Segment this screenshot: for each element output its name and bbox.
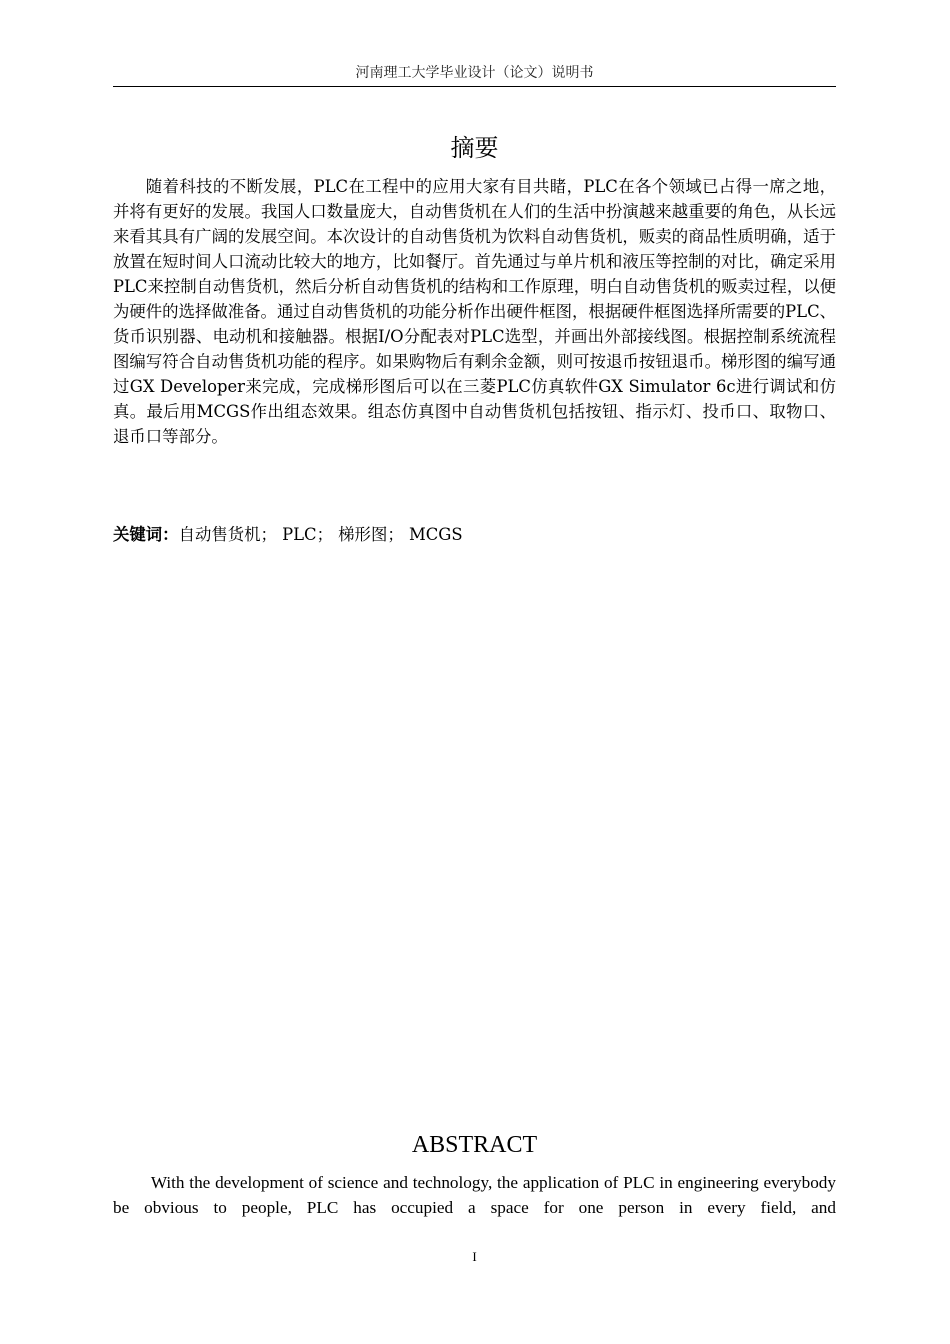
keywords-list: 自动售货机； PLC； 梯形图； MCGS [178,525,463,544]
header-rule [113,86,836,87]
abstract-en-title: ABSTRACT [411,1132,538,1158]
abstract-cn-title: 摘要 [450,134,499,162]
abstract-cn-body: 随着科技的不断发展，PLC在工程中的应用大家有目共睹，PLC在各个领域已占得一席之地，并将有更好的发展。我国人口数量庞大，自动售货机在人们的生活中扮演越来越重要的角色，从长远来看其具有广阔的发展空间。本次设计的自动售货机为饮料自动售货机，贩卖的商品性质明确，适于放置在短时间人口流动比较大的地方，比如餐厅。首先通过与单片机和液压等控制的对比，确定采用PLC来控制自动售货机，然后分析自动售货机的结构和工作原理，明白自动售货机的贩卖过程，以便为硬件的选择做准备。通过自动售货机的功能分析作出硬件框图，根据硬件框图选择所需要的PLC、货币识别器、电动机和接触器。根据I/O分配表对PLC选型，并画出外部接线图。根据控制系统流程图编写符合自动售货机功能的程序。如果购物后有剩余金额，则可按退币按钮退币。梯形图的编写通过GX Developer来完成，完成梯形图后可以在三菱PLC仿真软件GX Simulator 6c进行调试和仿真。最后用MCGS作出组态效果。组态仿真图中自动售货机包括按钮、指示灯、投币口、取物口、退币口等部分。 [113,177,836,446]
keywords-line [113,522,836,547]
page-number: I [472,1249,477,1264]
abstract-en-body: With the development of science and technology, the application of PLC in engineering everybody be obvious to people, PLC has occupied a space for one person in every field, and [113,1173,836,1217]
running-header: 河南理工大学毕业设计（论文）说明书 [355,65,594,81]
keywords-label: 关键词： [113,525,179,544]
